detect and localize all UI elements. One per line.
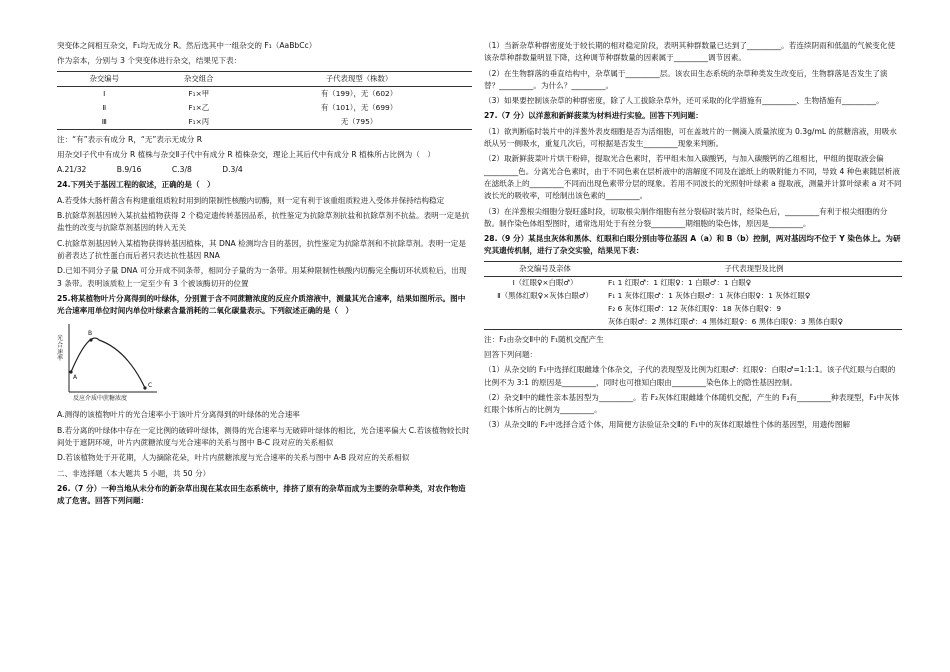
intro-line-1: 突变体之间相互杂交，F₁均无成分 R。然后选其中一组杂交的 F₁（AaBbCc） (57, 41, 317, 50)
point-b (89, 339, 92, 342)
right-column (484, 40, 902, 435)
q26-part-1: （1）当新杂草种群密度处于较长期的相对稳定阶段，表明其种群数量已达到了_________。若连续阴雨和低温的气候变化使该杂草种群数量明显下降，这种调节种群数量的因素属于_________调节因素。 (484, 41, 896, 63)
table-cell: F₁×丙 (188, 116, 210, 126)
result-line: F₁ 1 红眼♂：1 红眼♀：1 白眼♂：1 白眼♀ (608, 277, 752, 287)
table-note-2: 注：F₂由杂交Ⅱ中的 F₁随机交配产生 (484, 334, 604, 344)
figure-label-b: B (88, 330, 93, 338)
table-note: 注：“有”表示有成分 R，“无”表示无成分 R (57, 134, 203, 144)
q28-part-3: （3）从杂交Ⅱ的 F₂中选择合适个体，用简便方法验证杂交Ⅱ的 F₁中的灰体红眼雄性个体的基因型，用遗传图解 (484, 420, 851, 430)
figure-label-a: A (73, 374, 78, 382)
table-cell: 无（795） (340, 116, 378, 126)
cross-table-2 (484, 261, 902, 330)
table-header-cell: 子代表现型（株数） (325, 73, 393, 83)
table-cell: 有（101），无（699） (320, 102, 398, 112)
figure-label-c: C (148, 382, 153, 390)
q24-option-d: D.已知不同分子量 DNA 可分开成不同条带，相同分子量的为一条带。用某种限制性核酸内切酶完全酶切环状质粒后，出现 3 条带。表明该质粒上一定至少有 3 个被该酶切开的位置 (57, 266, 467, 288)
q26-part-2: （2）在生物群落的垂直结构中，杂草属于_________层。该农田生态系统的杂草种类发生改变后，生物群落是否发生了演替？_________。为什么？_________。 (484, 68, 888, 90)
q24-option-b: B.抗除草剂基因转入某抗盐植物获得 2 个稳定遗传转基因品系，抗性鉴定为抗除草剂抗盐和抗除草剂不抗盐。表明一定是抗盐性的改变与抗除草剂基因的转入无关 (57, 211, 470, 233)
table-header-cell: 子代表现型及比例 (606, 261, 902, 276)
table-cell: F₁×甲 (188, 88, 210, 98)
left-column (57, 40, 472, 510)
table-cell: F₁×乙 (188, 102, 210, 112)
q24-option-a: A.若受体大肠杆菌含有构建重组质粒时用到的限制性核酸内切酶，则一定有利于该重组质粒进入受体并保持结构稳定 (57, 195, 445, 205)
result-line: 灰体白眼♂：2 黑体红眼♂：4 黑体红眼♀：6 黑体白眼♀：3 黑体白眼♀ (608, 316, 844, 326)
table-row (57, 86, 472, 100)
cross-table-1 (57, 71, 472, 130)
point-c (143, 387, 146, 390)
result-line: F₂ 6 灰体红眼♂：12 灰体红眼♀：18 灰体白眼♀：9 (608, 303, 782, 313)
result-line: F₁ 1 灰体红眼♂：1 灰体白眼♂：1 灰体白眼♀：1 灰体红眼♀ (608, 290, 811, 300)
figure-y-label: 光合速率 (57, 335, 64, 363)
q27-part-3: （3）在洋葱根尖细胞分裂旺盛时段，切取根尖制作细胞有丝分裂临时装片时，经染色后，_________有利于根尖细胞的分散。制作染色体组型图时，通常选用处于有丝分裂_________期细胞的染色体，原因是_________。 (484, 206, 888, 228)
q25-option-a: A.测得的该植物叶片的光合速率小于该叶片分离得到的叶绿体的光合速率 (57, 410, 300, 420)
q23-option-b: B.9/16 (116, 165, 142, 175)
q26-part-3: （3）如果要控制该杂草的种群密度，除了人工拔除杂草外，还可采取的化学措施有_________、生物措施有_________。 (484, 96, 884, 106)
q25-option-b: B.若分离的叶绿体中存在一定比例的破碎叶绿体，测得的光合速率与无破碎叶绿体的相比，光合速率偏大 C.若该植物较长时间处于遮阴环境，叶片内蔗糖浓度与光合速率的关系与图中 B-C 段对应的关系相似 (57, 425, 470, 447)
table-cell: Ⅱ (102, 102, 107, 112)
q27-part-1: （1）欲判断临时装片中的洋葱外表皮细胞是否为活细胞，可在盖玻片的一侧滴入质量浓度为 0.3g/mL 的蔗糖溶液，用吸水纸从另一侧吸水，重复几次后，可根据是否发生_________现象来判断。 (484, 126, 897, 149)
q23-option-a: A.21/32 (57, 165, 87, 175)
table-cell: Ⅲ (101, 116, 107, 126)
q23-stem: 用杂交Ⅰ子代中有成分 R 植株与杂交Ⅱ子代中有成分 R 植株杂交，理论上其后代中有成分 R 植株所占比例为（ ） (57, 149, 436, 159)
table-header-cell: 杂交编号 (89, 73, 120, 83)
table-cell (606, 290, 902, 329)
table-row (484, 276, 902, 289)
section-heading: 二、非选择题（本大题共 5 小题，共 50 分） (57, 468, 211, 478)
answer-prompt: 回答下列问题： (484, 349, 538, 359)
table-header-row (484, 261, 902, 276)
q24-stem: 24.下列关于基因工程的叙述，正确的是（ ） (57, 180, 215, 190)
table-cell: Ⅱ（黑体红眼♀×灰体白眼♂） (497, 290, 593, 300)
table-header-cell: 杂交编号及亲体 (484, 261, 606, 276)
q23-options (57, 164, 472, 176)
curve-svg (57, 320, 162, 405)
q27-part-2: （2）取新鲜菠菜叶片烘干粉碎，提取光合色素时，若甲组未加入碳酸钙，与加入碳酸钙的乙组相比，甲组的提取液会偏_________色。分离光合色素时，由于不同色素在层析液中的溶解度不同及在滤纸上的吸附能力不同，导致 4 种色素随层析液在滤纸条上的_________不同而出现色素带分层的现象。若用不同波长的光照射叶绿素 a 提取液，测量并计算叶绿素 a 对不同波长光的吸收率，可绘制出该色素的_________。 (484, 154, 902, 201)
q28-part-1: （1）从杂交Ⅰ的 F₁中选择红眼雌雄个体杂交，子代的表现型及比例为红眼♂：红眼♀：白眼♂=1:1:1。该子代红眼与白眼的比例不为 3:1 的原因是_________，同时也可推知白眼由_________染色体上的隐性基因控制。 (484, 365, 896, 387)
intro-line-2: 作为亲本，分别与 3 个突变体进行杂交，结果见下表： (57, 56, 242, 66)
table-row (57, 101, 472, 115)
table-row (57, 115, 472, 129)
q28-stem: 28.（9 分）某昆虫灰体和黑体、红眼和白眼分别由等位基因 A（a）和 B（b）控制，两对基因均不位于 Y 染色体上。为研究其遗传机制，进行了杂交实验，结果见下表： (484, 234, 901, 256)
table-header-row (57, 71, 472, 86)
q25-stem: 25.将某植物叶片分离得到的叶绿体，分别置于含不同蔗糖浓度的反应介质溶液中，测量其光合速率，结果如图所示。图中光合速率用单位时间内单位叶绿素含量消耗的二氧化碳量表示。下列叙述正确的是（ ） (57, 293, 466, 316)
q27-stem: 27.（7 分）以洋葱和新鲜菠菜为材料进行实验。回答下列问题： (484, 111, 703, 121)
q24-option-c: C.抗除草剂基因转入某植物获得转基因植株，其 DNA 检测均含目的基因，抗性鉴定为抗除草剂和不抗除草剂。表明一定是前者表达了抗性蛋白而后者只表达抗性基因 RNA (57, 238, 466, 260)
table-header-cell: 杂交组合 (184, 73, 214, 83)
rate-curve (71, 338, 145, 388)
table-row (484, 290, 902, 329)
q28-part-2: （2）杂交Ⅱ中的雌性亲本基因型为_________。若 F₂灰体红眼雌雄个体随机交配，产生的 F₃有_________种表现型，F₃中灰体红眼个体所占的比例为_________。 (484, 392, 900, 415)
q26-stem: 26.（7 分）一种当地从未分布的新杂草出现在某农田生态系统中，排挤了原有的杂草而成为主要的杂草种类，对农作物造成了危害。回答下列问题： (57, 483, 466, 506)
q25-option-d: D.若该植物处于开花期，人为摘除花朵，叶片内蔗糖浓度与光合速率的关系与图中 A-B 段对应的关系相似 (57, 453, 410, 463)
table-cell: 有（199），无（602） (320, 88, 398, 98)
photosynthesis-curve-figure (57, 320, 162, 405)
table-cell: Ⅰ (103, 88, 106, 98)
table-cell: Ⅰ（红眼♀×白眼♂） (512, 277, 578, 287)
q23-option-d: D.3/4 (222, 165, 243, 175)
table-cell (606, 276, 902, 289)
q23-option-c: C.3/8 (171, 165, 192, 175)
figure-x-label: 反应介质中蔗糖浓度 (73, 395, 128, 403)
